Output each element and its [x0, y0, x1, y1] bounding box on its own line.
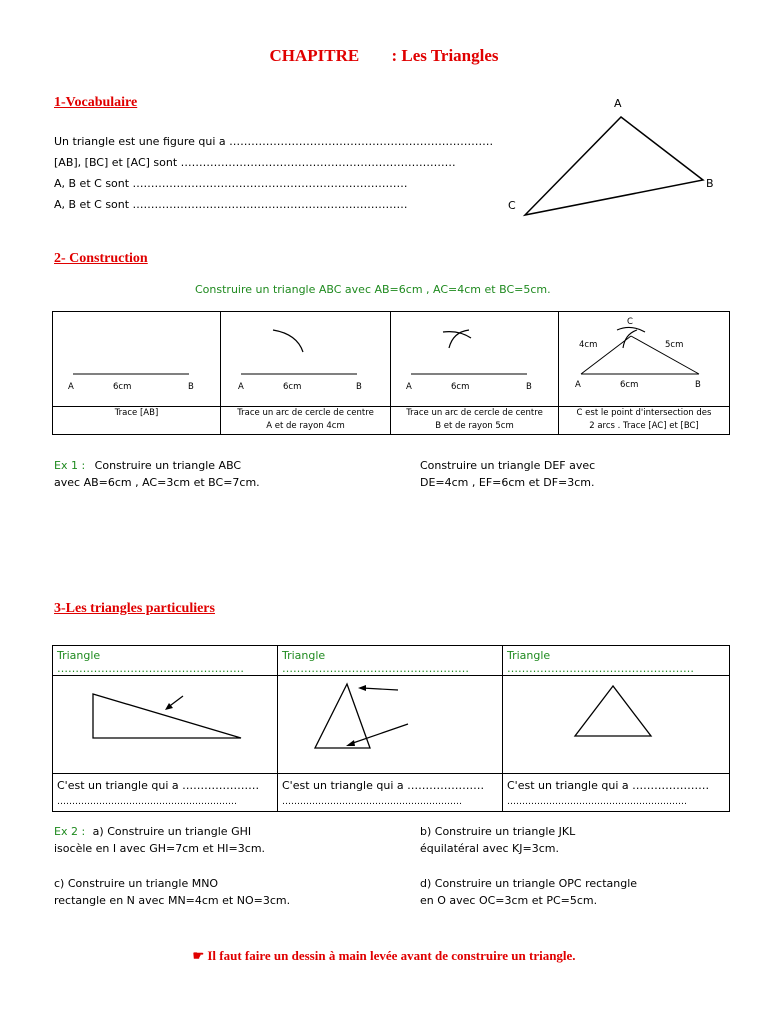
ex1-label: Ex 1 : — [54, 459, 86, 472]
step-1-figure — [53, 312, 221, 407]
figure-equilateral — [503, 676, 730, 774]
length-ac-label: 4cm — [579, 340, 598, 350]
ex1-left — [54, 459, 241, 472]
point-b-label: B — [188, 382, 194, 392]
caption-line: 2 arcs . Trace [AC] et [BC] — [589, 421, 699, 431]
header-cell-1: Triangle …………………………………………… — [53, 646, 278, 676]
point-a-label: A — [406, 382, 412, 392]
arc-center-a — [623, 330, 637, 348]
triangles-table — [52, 645, 730, 812]
vertex-a-label: A — [614, 97, 622, 110]
title-subject: Les Triangles — [401, 46, 499, 65]
ex1-right-line2: DE=4cm , EF=6cm et DF=3cm. — [420, 476, 595, 489]
description-line-2: …………………………………………………… — [282, 797, 462, 807]
description-line-2: …………………………………………………… — [507, 797, 687, 807]
ex2-b-line2: équilatéral avec KJ=3cm. — [420, 842, 559, 855]
caption-line: Trace un arc de cercle de centre — [406, 408, 543, 418]
ex2-b-line1: b) Construire un triangle JKL — [420, 825, 576, 838]
step-2-caption — [221, 407, 391, 435]
ex1-right-line1: Construire un triangle DEF avec — [420, 459, 596, 472]
ex2-d-line1: d) Construire un triangle OPC rectangle — [420, 877, 638, 890]
vocab-triangle-figure — [500, 92, 730, 222]
header-cell-2: Triangle …………………………………………… — [278, 646, 503, 676]
point-c-label: C — [627, 317, 633, 327]
page-title — [0, 46, 768, 66]
vocab-line-3: A, B et C sont ………………………………………………………………… — [54, 177, 408, 190]
caption-line: B et de rayon 5cm — [435, 421, 514, 431]
vocab-line-1: Un triangle est une figure qui a ……………………………………………………………… — [54, 135, 494, 148]
vocab-line-2: [AB], [BC] et [AC] sont ………………………………………………………………… — [54, 156, 456, 169]
triangle-abc-shape — [525, 117, 703, 215]
hint-text: Il faut faire un dessin à main levée avant de construire un triangle. — [207, 948, 576, 963]
step-3-caption — [391, 407, 559, 435]
ex2-label: Ex 2 : — [54, 825, 86, 838]
title-chapitre: CHAPITRE — [269, 46, 360, 65]
ex2-a — [54, 825, 251, 838]
description-cell-3 — [503, 774, 730, 812]
arc-center-b — [617, 327, 645, 332]
point-b-label: B — [526, 382, 532, 392]
point-a-label: A — [238, 382, 244, 392]
construction-prompt: Construire un triangle ABC avec AB=6cm , AC=4cm et BC=5cm. — [195, 283, 551, 296]
title-separator: : — [391, 46, 398, 65]
pointing-hand-icon: ☛ — [192, 948, 205, 963]
step-3-figure — [391, 312, 559, 407]
vertex-b-label: B — [706, 177, 714, 190]
point-a-label: A — [68, 382, 74, 392]
section-vocabulaire: 1-Vocabulaire — [54, 95, 138, 110]
right-triangle-shape — [93, 694, 241, 738]
description-cell-1 — [53, 774, 278, 812]
description-line-1: C'est un triangle qui a ………………… — [282, 779, 485, 792]
step-2-figure — [221, 312, 391, 407]
caption-line: Trace [AB] — [114, 408, 159, 418]
caption-line: A et de rayon 4cm — [266, 421, 345, 431]
construction-table — [52, 311, 730, 435]
point-a-label: A — [575, 380, 581, 390]
ex2-c-line1: c) Construire un triangle MNO — [54, 877, 219, 890]
ex2-c-line2: rectangle en N avec MN=4cm et NO=3cm. — [54, 894, 291, 907]
header-cell-3: Triangle …………………………………………… — [503, 646, 730, 676]
equilateral-triangle-shape — [575, 686, 651, 736]
arrow-line — [350, 724, 408, 744]
length-label: 6cm — [451, 382, 470, 392]
ex1-left-line1: Construire un triangle ABC — [94, 459, 242, 472]
isosceles-triangle-shape — [315, 684, 370, 748]
arc-center-a — [273, 330, 303, 352]
section-construction: 2- Construction — [54, 251, 148, 266]
description-line-1: C'est un triangle qui a ………………… — [507, 779, 710, 792]
point-b-label: B — [695, 380, 701, 390]
arrow-head — [346, 740, 355, 746]
point-b-label: B — [356, 382, 362, 392]
length-bc-label: 5cm — [665, 340, 684, 350]
description-line-1: C'est un triangle qui a ………………… — [57, 779, 260, 792]
step-4-caption — [559, 407, 730, 435]
vertex-c-label: C — [508, 199, 516, 212]
caption-line: C est le point d'intersection des — [576, 408, 712, 418]
figure-rectangle — [53, 676, 278, 774]
ex1-left-line2: avec AB=6cm , AC=3cm et BC=7cm. — [54, 476, 260, 489]
arc-center-a — [449, 330, 469, 348]
length-label: 6cm — [283, 382, 302, 392]
hint-note — [0, 948, 768, 964]
figure-isocele — [278, 676, 503, 774]
length-label: 6cm — [620, 380, 639, 390]
description-cell-2 — [278, 774, 503, 812]
description-line-2: …………………………………………………… — [57, 797, 237, 807]
ex2-a-line2: isocèle en I avec GH=7cm et HI=3cm. — [54, 842, 266, 855]
caption-line: Trace un arc de cercle de centre — [237, 408, 374, 418]
section-triangles-particuliers: 3-Les triangles particuliers — [54, 601, 215, 616]
arrow-head — [358, 685, 366, 691]
step-4-figure — [559, 312, 730, 407]
ex2-d-line2: en O avec OC=3cm et PC=5cm. — [420, 894, 598, 907]
ex2-a-line1: a) Construire un triangle GHI — [92, 825, 252, 838]
vocab-line-4: A, B et C sont ………………………………………………………………… — [54, 198, 408, 211]
step-1-caption — [53, 407, 221, 435]
arrow-line — [362, 688, 398, 690]
length-label: 6cm — [113, 382, 132, 392]
